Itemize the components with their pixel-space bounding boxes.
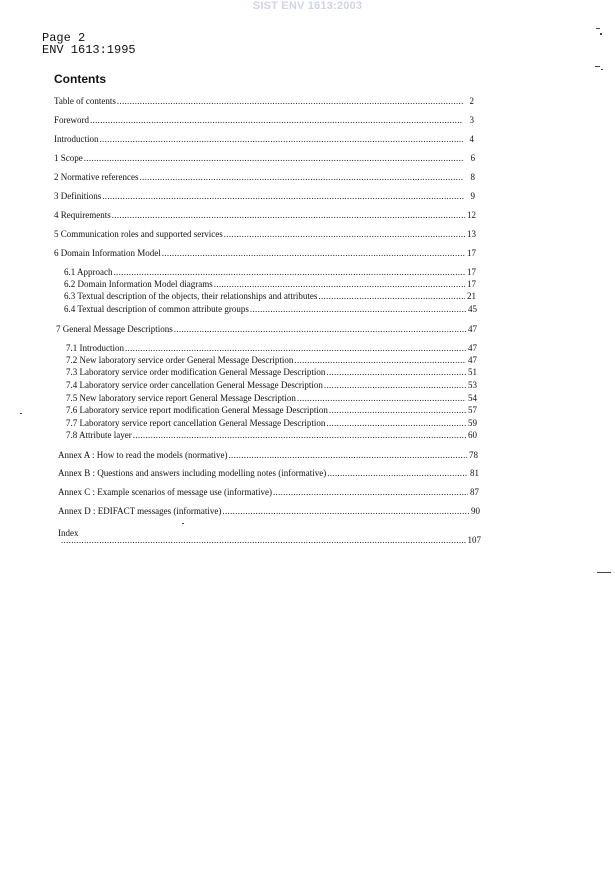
standard-reference: ENV 1613:1995 — [42, 43, 136, 57]
toc-entry-title: 6.2 Domain Information Model diagrams — [64, 279, 213, 289]
toc-entry-table-of-contents[interactable] — [54, 96, 474, 107]
scan-speck — [182, 523, 184, 524]
toc-leader-dots — [174, 324, 466, 335]
toc-leader-dots — [250, 304, 466, 315]
toc-entry-definitions[interactable] — [54, 191, 475, 202]
toc-entry-textual-description-attribute-groups[interactable] — [64, 304, 477, 315]
toc-entry-title: 5 Communication roles and supported services — [54, 229, 223, 239]
toc-entry-page: 17 — [467, 279, 476, 289]
toc-entry-page: 53 — [468, 380, 477, 390]
toc-entry-title: 7.2 New laboratory service order General Message Description — [66, 355, 294, 365]
toc-leader-dots — [297, 393, 466, 404]
toc-entry-title: Annex B : Questions and answers including modelling notes (informative) — [58, 468, 327, 478]
toc-entry-attribute-layer[interactable] — [66, 430, 477, 441]
toc-entry-index[interactable] — [60, 535, 481, 546]
toc-entry-page: 57 — [468, 405, 477, 415]
toc-entry-order-cancellation-gmd[interactable] — [66, 380, 477, 391]
scan-speck — [597, 572, 611, 573]
toc-leader-dots — [329, 405, 466, 416]
toc-entry-annex-c[interactable] — [58, 487, 479, 498]
toc-entry-domain-information-model[interactable] — [54, 248, 476, 259]
toc-entry-title: Annex A : How to read the models (normative) — [58, 450, 228, 460]
toc-entry-scope[interactable] — [54, 153, 475, 164]
toc-leader-dots — [117, 96, 463, 107]
toc-entry-title: Foreword — [54, 115, 89, 125]
toc-entry-report-cancellation-gmd[interactable] — [66, 418, 477, 429]
toc-leader-dots — [139, 172, 464, 183]
toc-entry-title: 7.5 New laboratory service report General Message Description — [66, 393, 296, 403]
toc-entry-title: 6.4 Textual description of common attribute groups — [64, 304, 249, 314]
toc-entry-page: 47 — [468, 355, 477, 365]
page-number-label: Page 2 — [42, 31, 86, 45]
toc-entry-title: 3 Definitions — [54, 191, 102, 201]
toc-leader-dots — [100, 134, 464, 145]
toc-leader-dots — [61, 535, 467, 546]
scan-speck — [601, 69, 603, 70]
toc-leader-dots — [222, 506, 469, 517]
toc-entry-title: Table of contents — [54, 96, 116, 106]
toc-entry-page: 87 — [470, 487, 479, 497]
toc-entry-page: 4 — [469, 134, 474, 144]
toc-leader-dots — [125, 343, 466, 354]
toc-entry-normative-references[interactable] — [54, 172, 475, 183]
toc-entry-communication-roles[interactable] — [54, 229, 476, 240]
toc-entry-title: 7.7 Laboratory service report cancellation General Message Description — [66, 418, 326, 428]
toc-leader-dots — [324, 380, 466, 391]
toc-entry-page: 60 — [468, 430, 477, 440]
toc-entry-page: 90 — [471, 506, 480, 516]
toc-leader-dots — [133, 430, 466, 441]
toc-leader-dots — [84, 153, 464, 164]
toc-entry-page: 13 — [467, 229, 476, 239]
toc-entry-title: 7.4 Laboratory service order cancellation General Message Description — [66, 380, 323, 390]
toc-entry-general-message-descriptions[interactable] — [56, 324, 477, 335]
toc-entry-title: 6 Domain Information Model — [54, 248, 161, 258]
toc-entry-title: 7.1 Introduction — [66, 343, 124, 353]
toc-entry-page: 12 — [467, 210, 476, 220]
toc-entry-approach[interactable] — [64, 267, 476, 278]
toc-entry-title: Annex C : Example scenarios of message use (informative) — [58, 487, 272, 497]
toc-leader-dots — [327, 468, 468, 479]
toc-entry-new-report-gmd[interactable] — [66, 393, 477, 404]
toc-entry-introduction[interactable] — [54, 134, 474, 145]
page-header — [42, 32, 136, 56]
toc-entry-title: 4 Requirements — [54, 210, 111, 220]
toc-entry-page: 6 — [470, 153, 475, 163]
toc-entry-title: 6.1 Approach — [64, 267, 113, 277]
toc-leader-dots — [224, 229, 465, 240]
toc-entry-title: Introduction — [54, 134, 99, 144]
toc-entry-new-order-gmd[interactable] — [66, 355, 477, 366]
toc-entry-page: 17 — [467, 267, 476, 277]
toc-entry-foreword[interactable] — [54, 115, 474, 126]
toc-leader-dots — [214, 279, 465, 290]
toc-entry-page: 9 — [470, 191, 475, 201]
toc-entry-title: 7.8 Attribute layer — [66, 430, 132, 440]
toc-entry-annex-a[interactable] — [58, 450, 478, 461]
toc-entry-order-modification-gmd[interactable] — [66, 367, 477, 378]
toc-entry-title: 7 General Message Descriptions — [56, 324, 173, 334]
contents-heading: Contents — [54, 72, 106, 86]
toc-leader-dots — [326, 418, 466, 429]
toc-leader-dots — [318, 291, 465, 302]
toc-entry-page: 8 — [470, 172, 475, 182]
toc-leader-dots — [294, 355, 466, 366]
toc-entry-report-modification-gmd[interactable] — [66, 405, 477, 416]
toc-leader-dots — [114, 267, 466, 278]
toc-entry-page: 47 — [468, 343, 477, 353]
toc-entry-annex-d[interactable] — [58, 506, 480, 517]
toc-entry-title: 6.3 Textual description of the objects, their relationships and attributes — [64, 291, 318, 301]
toc-entry-page: 107 — [467, 535, 481, 545]
toc-entry-requirements[interactable] — [54, 210, 476, 221]
toc-leader-dots — [326, 367, 466, 378]
toc-entry-page: 21 — [467, 291, 476, 301]
toc-leader-dots — [273, 487, 468, 498]
toc-leader-dots — [112, 210, 465, 221]
toc-entry-page: 47 — [468, 324, 477, 334]
toc-entry-page: 3 — [469, 115, 474, 125]
toc-entry-page: 54 — [468, 393, 477, 403]
toc-entry-page: 51 — [468, 367, 477, 377]
toc-leader-dots — [102, 191, 464, 202]
scan-speck — [596, 28, 600, 29]
document-watermark: SIST ENV 1613:2003 — [252, 0, 363, 12]
toc-entry-textual-description-objects[interactable] — [64, 291, 476, 302]
toc-leader-dots — [90, 115, 463, 126]
toc-entry-annex-b[interactable] — [58, 468, 479, 479]
toc-entry-title: 7.3 Laboratory service order modification General Message Description — [66, 367, 326, 377]
scan-speck — [595, 66, 600, 67]
scan-speck — [20, 413, 22, 414]
scan-speck — [600, 33, 602, 35]
toc-entry-page: 45 — [468, 304, 477, 314]
toc-entry-index-title[interactable]: Index — [58, 528, 79, 538]
toc-entry-title: 7.6 Laboratory service report modification General Message Description — [66, 405, 328, 415]
toc-entry-dim-diagrams[interactable] — [64, 279, 476, 290]
toc-entry-title: 1 Scope — [54, 153, 83, 163]
toc-leader-dots — [228, 450, 467, 461]
toc-entry-page: 59 — [468, 418, 477, 428]
toc-entry-page: 2 — [469, 96, 474, 106]
toc-entry-page: 78 — [469, 450, 478, 460]
toc-entry-title: 2 Normative references — [54, 172, 139, 182]
toc-entry-page: 17 — [467, 248, 476, 258]
toc-entry-introduction-7-1[interactable] — [66, 343, 477, 354]
toc-entry-page: 81 — [470, 468, 479, 478]
toc-leader-dots — [162, 248, 465, 259]
toc-entry-title: Annex D : EDIFACT messages (informative) — [58, 506, 222, 516]
